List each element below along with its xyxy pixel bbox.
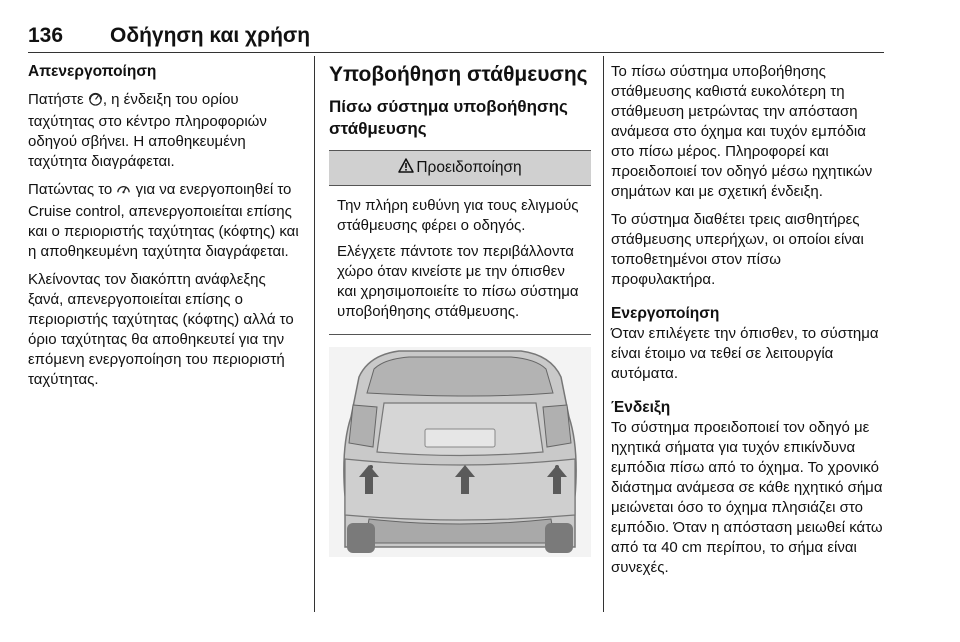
chapter-title: Οδήγηση και χρήση xyxy=(110,24,311,47)
section-title: Υποβοήθηση στάθμευσης xyxy=(329,63,588,86)
p2-lead-text: Πατώντας το xyxy=(28,181,113,198)
indication-heading: Ένδειξη xyxy=(611,399,671,416)
p1-rest-text: , η ένδειξη του ορίου ταχύτητας στο κέντρο πληροφοριών οδηγού σβήνει. Η αποθηκευμένη ταχύτητα διαγράφεται. xyxy=(28,91,267,170)
header-rule xyxy=(28,52,884,53)
warning-box xyxy=(329,150,591,335)
deactivation-paragraph-2 xyxy=(28,180,300,262)
page-number: 136 xyxy=(28,24,64,47)
deactivation-paragraph-1 xyxy=(28,90,300,172)
p2-rest-text: για να ενεργοποιηθεί το Cruise control, απενεργοποιείται επίσης και ο περιοριστής ταχύτητας (κόφτης) και η αποθηκευμένη ταχύτητα διαγράφεται. xyxy=(28,181,299,260)
activation-paragraph: Όταν επιλέγετε την όπισθεν, το σύστημα είναι έτοιμο να τεθεί σε λειτουργία αυτόματα. xyxy=(611,325,879,382)
column-2 xyxy=(329,62,591,335)
column-3 xyxy=(611,62,889,586)
cruise-control-icon xyxy=(116,181,131,202)
deactivation-paragraph-3: Κλείνοντας τον διακόπτη ανάφλεξης ξανά, απενεργοποιείται επίσης ο περιοριστής ταχύτητας (κόφτης) αλλά το όριο ταχύτητας θα αποθηκευτεί για την επόμενη ενεργοποίηση του περιοριστή ταχύτητας. xyxy=(28,271,294,388)
indication-paragraph: Το σύστημα προειδοποιεί τον οδηγό με ηχητικά σήματα για τυχόν επικίνδυνα εμπόδια πίσω από το όχημα. Το χρονικό διάστημα ανάμεσα σε κάθε ηχητικό σήμα μειώνεται όσο το όχημα πλησιάζει στο εμπόδιο. Όταν η απόσταση μειωθεί κάτω από τα 40 cm περίπου, το σήμα είναι συνεχές. xyxy=(611,419,883,576)
column-divider-right xyxy=(603,56,604,612)
column-1 xyxy=(28,62,300,398)
warning-body xyxy=(329,186,591,334)
column-divider-left xyxy=(314,56,315,612)
deactivation-heading: Απενεργοποίηση xyxy=(28,63,157,80)
warning-triangle-icon xyxy=(398,158,414,179)
car-rear-sensors-illustration xyxy=(329,347,591,557)
warning-paragraph-2: Ελέγχετε πάντοτε τον περιβάλλοντα χώρο όταν κινείστε με την όπισθεν και χρησιμοποιείτε το πίσω σύστημα υποβοήθησης στάθμευσης. xyxy=(337,243,579,320)
activation-heading: Ενεργοποίηση xyxy=(611,305,720,322)
intro-paragraph: Το πίσω σύστημα υποβοήθησης στάθμευσης καθιστά ευκολότερη τη στάθμευση μετρώντας την απόσταση ανάμεσα στο όχημα και τυχόν εμπόδια στο πίσω μέρος. Πληροφορεί και προειδοποιεί τον οδηγό μέσω ηχητικών σημάτων και με σχετική ένδειξη. xyxy=(611,63,873,200)
speed-limiter-icon xyxy=(88,91,103,112)
warning-title: Προειδοποίηση xyxy=(416,159,522,176)
page-header xyxy=(28,18,884,48)
subsection-title: Πίσω σύστημα υποβοήθησης στάθμευσης xyxy=(329,97,568,138)
sensors-paragraph: Το σύστημα διαθέτει τρεις αισθητήρες στάθμευσης υπερήχων, οι οποίοι είναι τοποθετημένοι στον πίσω προφυλακτήρα. xyxy=(611,211,864,288)
warning-header xyxy=(329,151,591,186)
warning-paragraph-1: Την πλήρη ευθύνη για τους ελιγμούς στάθμευσης φέρει ο οδηγός. xyxy=(337,197,579,234)
p1-lead-text: Πατήστε xyxy=(28,91,84,108)
